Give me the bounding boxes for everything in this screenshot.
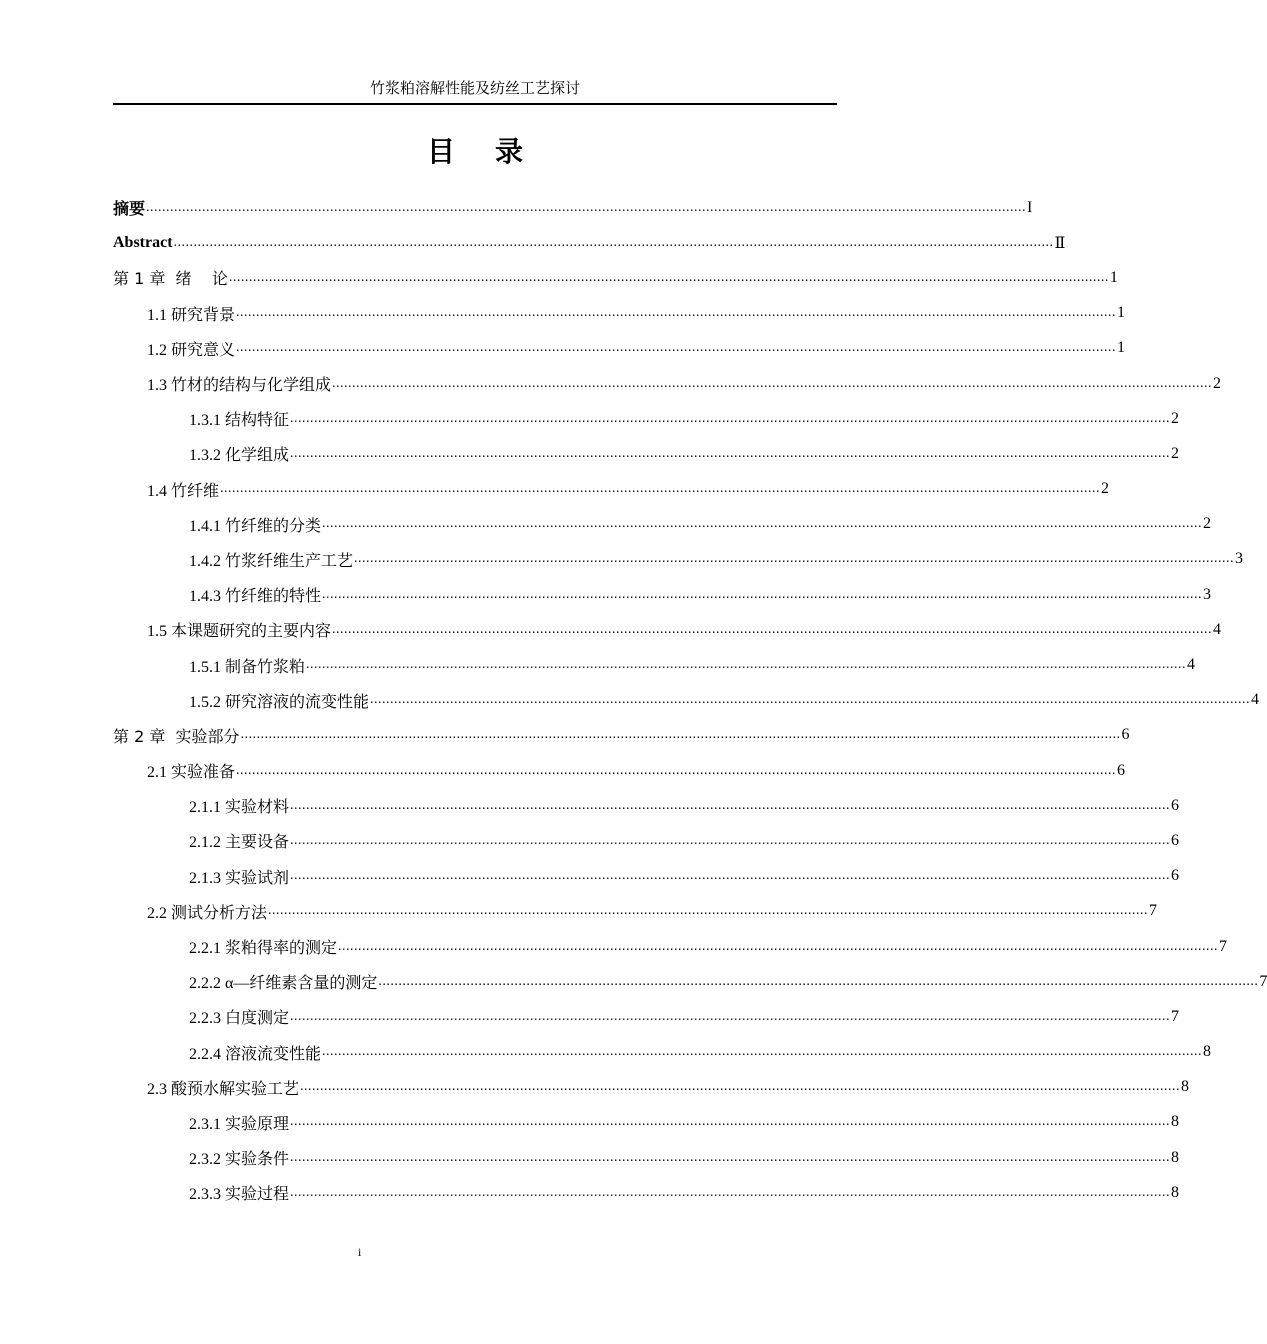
toc-entry-page: 6 [1117,761,1126,779]
toc-entry-label: 第 1 章 绪 论 [113,269,228,289]
toc-entry-page: Ⅱ [1054,234,1066,252]
toc-entry-page: 1 [1117,339,1126,357]
header-divider [113,103,837,105]
toc-dot-leader: ............................................................................................................................................................................................................................ [290,1184,1171,1200]
toc-dot-leader: ............................................................................................................................................................................................................................ [306,657,1187,673]
toc-entry-label: 2.1.1 实验材料 [189,799,290,817]
toc-entry-label: 1.4.1 竹纤维的分类 [189,517,322,535]
page-number: i [358,1245,362,1259]
toc-entry-page: 2 [1171,409,1180,427]
toc-entry-label: 2.2.4 溶液流变性能 [189,1045,322,1063]
toc-entry-label: 1.5.2 研究溶液的流变性能 [189,693,370,711]
toc-dot-leader: ............................................................................................................................................................................................................................ [332,375,1213,391]
toc-dot-leader: ............................................................................................................................................................................................................................ [322,1044,1203,1060]
toc-entry-label: 2.2.3 白度测定 [189,1010,290,1028]
toc-dot-leader: ............................................................................................................................................................................................................................ [290,797,1171,813]
toc-entry[interactable] [113,753,1126,788]
toc-entry[interactable] [113,472,1110,507]
toc-entry-label: 1.2 研究意义 [147,341,236,359]
toc-dot-leader: ............................................................................................................................................................................................................................ [370,692,1251,708]
toc-dot-leader: ............................................................................................................................................................................................................................ [290,1008,1171,1024]
toc-entry[interactable] [113,1140,1180,1175]
toc-entry-label: 2.2 测试分析方法 [147,904,268,922]
toc-dot-leader: ............................................................................................................................................................................................................................ [332,621,1213,637]
toc-dot-leader: ............................................................................................................................................................................................................................ [290,410,1171,426]
toc-entry-page: 6 [1171,796,1180,814]
toc-entry-label: 1.4.3 竹纤维的特性 [189,588,322,606]
toc-dot-leader: ............................................................................................................................................................................................................................ [322,586,1203,602]
toc-entry[interactable] [113,1035,1212,1070]
toc-entry-label: 1.5.1 制备竹浆粕 [189,658,306,676]
toc-entry-page: 7 [1259,972,1267,990]
toc-entry[interactable] [113,647,1196,682]
toc-entry-page: 8 [1181,1078,1190,1096]
toc-entry-label: 1.3.1 结构特征 [189,412,290,430]
toc-dot-leader: ............................................................................................................................................................................................................................ [290,868,1171,884]
toc-entry-label: 1.1 研究背景 [147,306,236,324]
toc-dot-leader: ............................................................................................................................................................................................................................ [338,938,1219,954]
toc-dot-leader: ............................................................................................................................................................................................................................ [228,269,1109,285]
toc-entry[interactable] [113,859,1180,894]
toc-entry[interactable] [113,225,1066,260]
toc-entry[interactable] [113,718,1130,753]
toc-entry[interactable] [113,999,1180,1034]
toc-entry[interactable] [113,788,1180,823]
toc-dot-leader: ............................................................................................................................................................................................................................ [290,1114,1171,1130]
toc-entry[interactable] [113,929,1228,964]
toc-entry-label: 摘要 [113,201,146,219]
toc-dot-leader: ............................................................................................................................................................................................................................ [290,1149,1171,1165]
toc-entry-page: 2 [1101,480,1110,498]
toc-entry[interactable] [113,612,1222,647]
toc-entry[interactable] [113,296,1126,331]
toc-entry-page: I [1027,198,1033,216]
toc-entry[interactable] [113,964,1267,999]
toc-entry-page: 1 [1109,268,1118,286]
toc-entry-label: 2.1 实验准备 [147,764,236,782]
toc-entry-label: 2.1.2 主要设备 [189,834,290,852]
toc-entry-label: 1.4 竹纤维 [147,482,220,500]
toc-entry-page: 7 [1149,902,1158,920]
toc-entry-page: 4 [1213,620,1222,638]
toc-entry-label: 1.3.2 化学组成 [189,447,290,465]
toc-entry-label: 1.4.2 竹浆纤维生产工艺 [189,552,354,570]
toc-dot-leader: ............................................................................................................................................................................................................................ [240,727,1121,743]
toc-dot-leader: ............................................................................................................................................................................................................................ [173,234,1054,250]
toc-dot-leader: ............................................................................................................................................................................................................................ [354,551,1235,567]
toc-entry-label: 2.2.2 α—纤维素含量的测定 [189,975,378,993]
toc-entry-page: 4 [1251,691,1260,709]
toc-entry[interactable] [113,577,1212,612]
toc-entry[interactable] [113,260,1118,295]
toc-dot-leader: ............................................................................................................................................................................................................................ [300,1079,1181,1095]
toc-entry-page: 3 [1203,585,1212,603]
toc-entry-label: Abstract [113,233,173,251]
toc-entry-page: 8 [1203,1043,1212,1061]
toc-entry-label: 第 2 章 实验部分 [113,726,240,746]
toc-entry-label: 2.3.1 实验原理 [189,1115,290,1133]
toc-entry[interactable] [113,190,1033,225]
toc-entry-label: 2.1.3 实验试剂 [189,869,290,887]
toc-entry[interactable] [113,1175,1180,1210]
toc-dot-leader: ............................................................................................................................................................................................................................ [236,762,1117,778]
toc-dot-leader: ............................................................................................................................................................................................................................ [236,340,1117,356]
toc-entry-page: 6 [1121,726,1130,744]
toc-entry-page: 8 [1171,1148,1180,1166]
toc-dot-leader: ............................................................................................................................................................................................................................ [146,199,1027,215]
toc-entry[interactable] [113,401,1180,436]
toc-entry-label: 1.5 本课题研究的主要内容 [147,623,332,641]
toc-entry-page: 7 [1219,937,1228,955]
toc-dot-leader: ............................................................................................................................................................................................................................ [322,516,1203,532]
toc-entry-label: 2.2.1 浆粕得率的测定 [189,940,338,958]
toc-dot-leader: ............................................................................................................................................................................................................................ [236,305,1117,321]
toc-entry-page: 2 [1171,444,1180,462]
toc-entry[interactable] [113,542,1244,577]
toc-entry-page: 3 [1235,550,1244,568]
table-of-contents [113,190,1267,1210]
toc-entry-label: 2.3.3 实验过程 [189,1186,290,1204]
toc-entry-page: 7 [1171,1007,1180,1025]
running-header-title: 竹浆粕溶解性能及纺丝工艺探讨 [369,81,580,97]
toc-entry[interactable] [113,366,1222,401]
toc-dot-leader: ............................................................................................................................................................................................................................ [290,832,1171,848]
toc-dot-leader: ............................................................................................................................................................................................................................ [378,973,1259,989]
toc-entry[interactable] [113,331,1126,366]
toc-entry-label: 1.3 竹材的结构与化学组成 [147,377,332,395]
toc-entry-page: 6 [1171,831,1180,849]
toc-entry[interactable] [113,1105,1180,1140]
toc-entry-page: 4 [1187,656,1196,674]
toc-entry[interactable] [113,683,1260,718]
toc-dot-leader: ............................................................................................................................................................................................................................ [220,481,1101,497]
toc-entry-page: 8 [1171,1113,1180,1131]
toc-entry-page: 8 [1171,1183,1180,1201]
toc-entry-page: 1 [1117,304,1126,322]
toc-entry[interactable] [113,507,1212,542]
toc-dot-leader: ............................................................................................................................................................................................................................ [268,903,1149,919]
toc-entry-label: 2.3.2 实验条件 [189,1151,290,1169]
toc-entry-page: 2 [1203,515,1212,533]
toc-heading: 目录 [426,135,563,168]
toc-entry[interactable] [113,894,1158,929]
toc-dot-leader: ............................................................................................................................................................................................................................ [290,445,1171,461]
toc-entry-page: 6 [1171,867,1180,885]
toc-entry[interactable] [113,823,1180,858]
toc-entry-label: 2.3 酸预水解实验工艺 [147,1080,300,1098]
toc-entry-page: 2 [1213,374,1222,392]
toc-entry[interactable] [113,436,1180,471]
toc-entry[interactable] [113,1070,1190,1105]
